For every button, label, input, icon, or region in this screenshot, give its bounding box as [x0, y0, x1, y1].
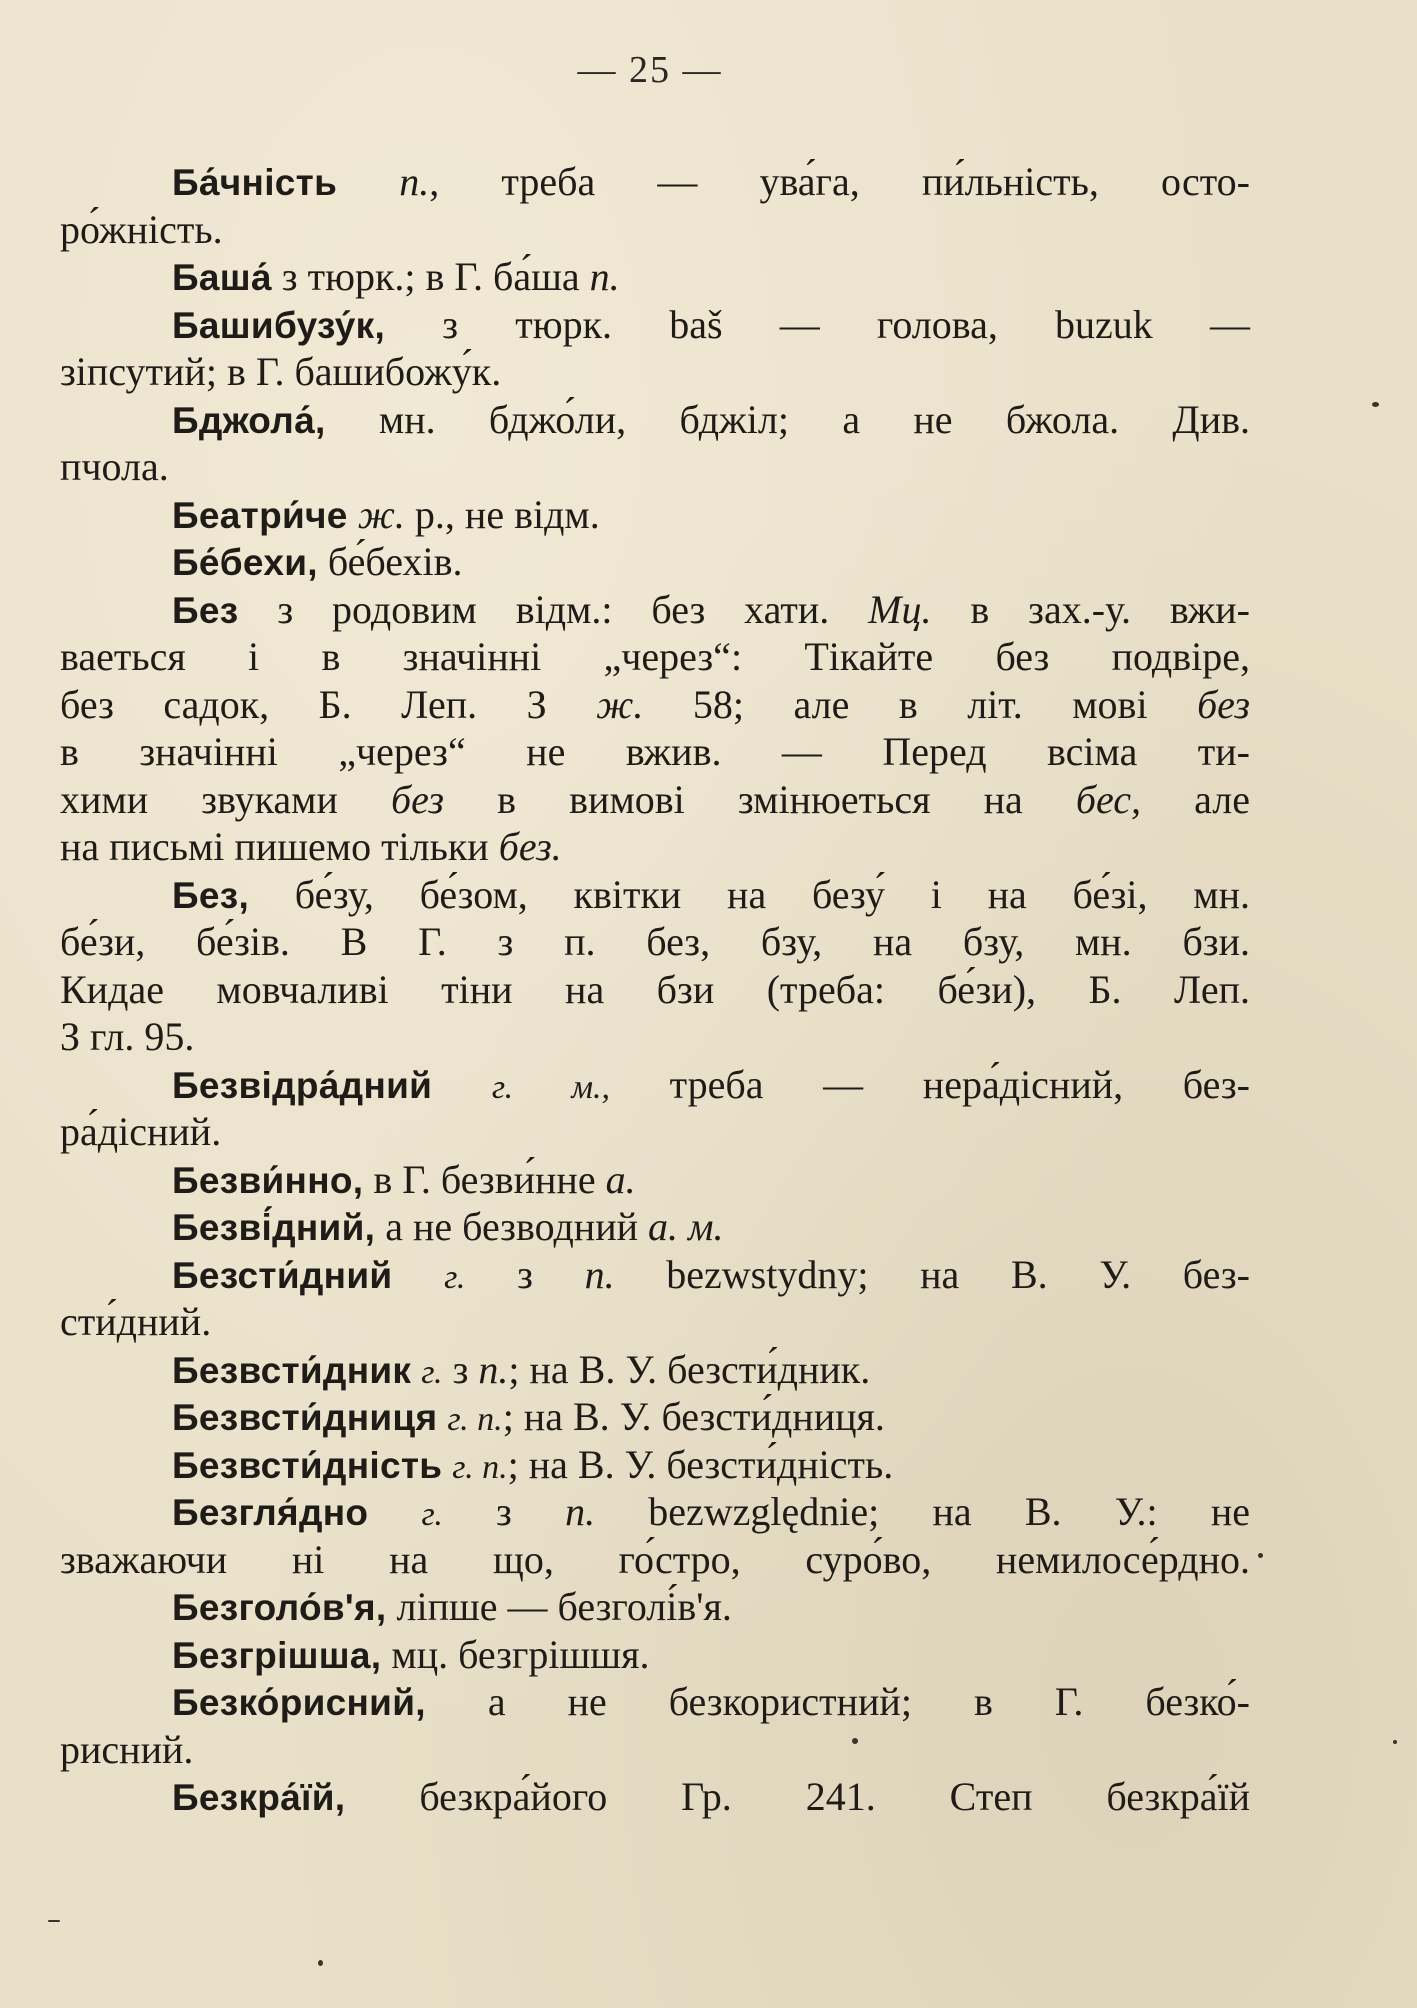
ink-speck — [318, 1960, 323, 1966]
text-segment: безкра́його Гр. 241. Степ безкра́їй — [345, 1774, 1250, 1819]
abbreviation: без — [391, 776, 444, 822]
text-segment: зіпсутий; в Г. башибожу́к. — [60, 349, 502, 394]
text-segment — [432, 1062, 492, 1107]
text-line — [60, 1583, 1250, 1631]
abbreviation: бес, — [1075, 776, 1142, 822]
headword: Безголо́в'я, — [172, 1587, 387, 1628]
text-segment: зважаючи ні на що, го́стро, суро́во, немилосе́рдно. — [60, 1536, 1250, 1582]
headword: Безви́нно, — [172, 1159, 364, 1201]
abbreviation: г. — [444, 1258, 466, 1296]
headword: Без — [172, 589, 239, 631]
text-line — [60, 253, 1250, 301]
text-segment: хими звуками — [60, 776, 392, 822]
text-segment: сти́дний. — [60, 1299, 212, 1344]
text-segment: Кидае мовчаливі тіни на бзи (треба: бе́зи), Б. Леп. — [60, 966, 1250, 1012]
headword: Бе́бехи, — [172, 542, 318, 583]
text-segment: а не безводний — [375, 1204, 649, 1249]
abbreviation: а. — [605, 1156, 636, 1202]
abbreviation: Мц. — [868, 586, 932, 632]
text-segment — [368, 1489, 421, 1534]
text-line — [60, 918, 1250, 966]
text-line — [60, 158, 1250, 206]
abbreviation: ж. — [596, 681, 644, 727]
text-segment: ; на В. У. безсти́дниця. — [502, 1394, 885, 1439]
text-line — [60, 1678, 1250, 1726]
text-segment — [442, 1442, 452, 1487]
text-line — [60, 1061, 1250, 1109]
text-line — [60, 966, 1250, 1014]
text-line — [60, 443, 1250, 491]
text-segment: ліпше — безголі́в'я. — [386, 1584, 732, 1629]
abbreviation: п. — [478, 1346, 509, 1392]
text-line — [60, 491, 1250, 539]
text-line — [60, 1108, 1250, 1156]
headword: Безкра́їй, — [172, 1777, 346, 1818]
text-segment: мн. бджо́ли, бджіл; а не бжола. Див. — [325, 396, 1250, 442]
headword: Безгрішша, — [172, 1634, 382, 1676]
headword: Безвідра́дний — [172, 1064, 433, 1106]
ink-speck — [1372, 402, 1379, 407]
headword: Беатри́че — [172, 494, 348, 536]
text-line — [60, 1773, 1250, 1821]
abbreviation: без. — [498, 824, 562, 869]
text-line — [60, 776, 1250, 824]
text-line — [60, 1156, 1250, 1204]
text-line — [60, 396, 1250, 444]
ink-speck — [852, 1738, 858, 1744]
headword: Безвсти́дність — [172, 1444, 443, 1486]
text-line — [60, 586, 1250, 634]
headword: Безгля́дно — [172, 1492, 369, 1533]
abbreviation: г. п. — [447, 1401, 503, 1438]
text-segment: з — [442, 1489, 566, 1534]
text-line — [60, 1488, 1250, 1536]
text-segment: а не безкористний; в Г. безко́- — [425, 1679, 1250, 1724]
text-segment: ; на В. У. безсти́дність. — [507, 1441, 894, 1487]
headword: Баша́ — [172, 257, 272, 298]
text-line — [60, 206, 1250, 254]
ink-speck — [1393, 1740, 1397, 1744]
text-segment: ро́жність. — [60, 206, 223, 252]
text-segment: з — [442, 1346, 479, 1392]
headword: Без, — [172, 874, 250, 916]
text-segment: в Г. безви́нне — [363, 1156, 606, 1202]
abbreviation: п. — [399, 159, 430, 204]
abbreviation: п. — [565, 1489, 596, 1534]
abbreviation: г. — [421, 1353, 443, 1391]
text-segment: в вимові змінюеться на — [443, 776, 1076, 822]
headword: Безві́дний, — [172, 1207, 376, 1248]
text-segment: з тюрк.; в Г. ба́ша — [271, 254, 590, 299]
abbreviation: г. п. — [452, 1448, 508, 1486]
text-segment: ; на В. У. безсти́дник. — [508, 1346, 871, 1392]
text-segment: З гл. 95. — [60, 1014, 195, 1059]
text-segment — [348, 492, 358, 537]
text-segment: ра́дісний. — [60, 1109, 222, 1154]
text-segment: бе́зи, бе́зів. В Г. з п. без, бзу, на бзу, мн. бзи. — [60, 919, 1250, 964]
text-segment: з — [465, 1251, 585, 1297]
text-segment: рисний. — [60, 1726, 194, 1772]
ink-speck — [48, 1920, 60, 1922]
text-line — [60, 348, 1250, 396]
text-segment: бе́зу, бе́зом, квітки на безу́ і на бе́зі, мн. — [249, 871, 1250, 917]
abbreviation: без — [1197, 681, 1251, 727]
text-segment — [337, 159, 399, 204]
text-line — [60, 633, 1250, 681]
text-line — [60, 871, 1250, 919]
text-segment: в значінні „через“ не вжив. — Перед всіма ти- — [60, 729, 1250, 774]
abbreviation: п. — [589, 254, 620, 299]
text-line — [60, 1251, 1250, 1299]
abbreviation: а. м. — [648, 1204, 724, 1249]
text-line — [60, 1393, 1250, 1441]
text-line — [60, 1726, 1250, 1774]
text-segment: ваеться і в значінні „через“: Тікайте без подвіре, — [60, 634, 1250, 679]
abbreviation: г. — [421, 1496, 443, 1533]
abbreviation: п. — [584, 1251, 615, 1297]
text-segment: пчола. — [60, 444, 169, 489]
text-segment: з тюрк. baš — голова, buzuk — — [385, 301, 1250, 347]
text-segment: бе́бехів. — [317, 539, 463, 584]
text-segment: , треба — ува́га, пи́льність, осто- — [429, 159, 1250, 204]
headword: Безсти́дний — [172, 1254, 393, 1296]
text-line — [60, 1203, 1250, 1251]
text-segment: але — [1141, 776, 1250, 822]
text-segment: 58; але в літ. мові — [643, 681, 1198, 727]
dictionary-text — [60, 158, 1250, 1821]
abbreviation: ж. — [357, 491, 405, 537]
text-line — [60, 301, 1250, 349]
text-line — [60, 728, 1250, 776]
text-line — [60, 681, 1250, 729]
headword: Безвсти́дник — [172, 1349, 412, 1391]
text-line — [60, 1346, 1250, 1394]
headword: Безко́рисний, — [172, 1682, 426, 1723]
text-line — [60, 823, 1250, 871]
headword: Безвсти́дниця — [172, 1397, 438, 1438]
text-segment — [411, 1347, 421, 1392]
text-line — [60, 1013, 1250, 1061]
text-line — [60, 1536, 1250, 1584]
text-segment: мц. безгрішшя. — [381, 1631, 650, 1677]
text-segment: в зах.-у. вжи- — [931, 586, 1250, 632]
text-line — [60, 1441, 1250, 1489]
ink-speck — [1258, 1553, 1263, 1558]
text-segment: з родовим відм.: без хати. — [238, 586, 869, 632]
text-segment — [437, 1394, 447, 1439]
text-segment: bezwzględnie; на В. У.: не — [595, 1489, 1251, 1534]
text-line — [60, 1631, 1250, 1679]
headword: Бджола́, — [172, 399, 326, 441]
headword: Ба́чність — [172, 162, 338, 203]
text-segment — [392, 1252, 444, 1297]
text-line — [60, 538, 1250, 586]
text-segment: на письмі пишемо тільки — [60, 824, 499, 869]
page-number: — 25 — — [577, 49, 723, 91]
text-segment: треба — нера́дісний, без- — [610, 1061, 1250, 1107]
abbreviation: г. м., — [491, 1068, 611, 1106]
text-segment: р., не відм. — [404, 491, 600, 537]
text-line — [60, 1298, 1250, 1346]
headword: Башибузу́к, — [172, 304, 386, 346]
text-segment: без садок, Б. Леп. З — [60, 681, 597, 727]
text-segment: bezwstydny; на В. У. без- — [614, 1251, 1250, 1297]
